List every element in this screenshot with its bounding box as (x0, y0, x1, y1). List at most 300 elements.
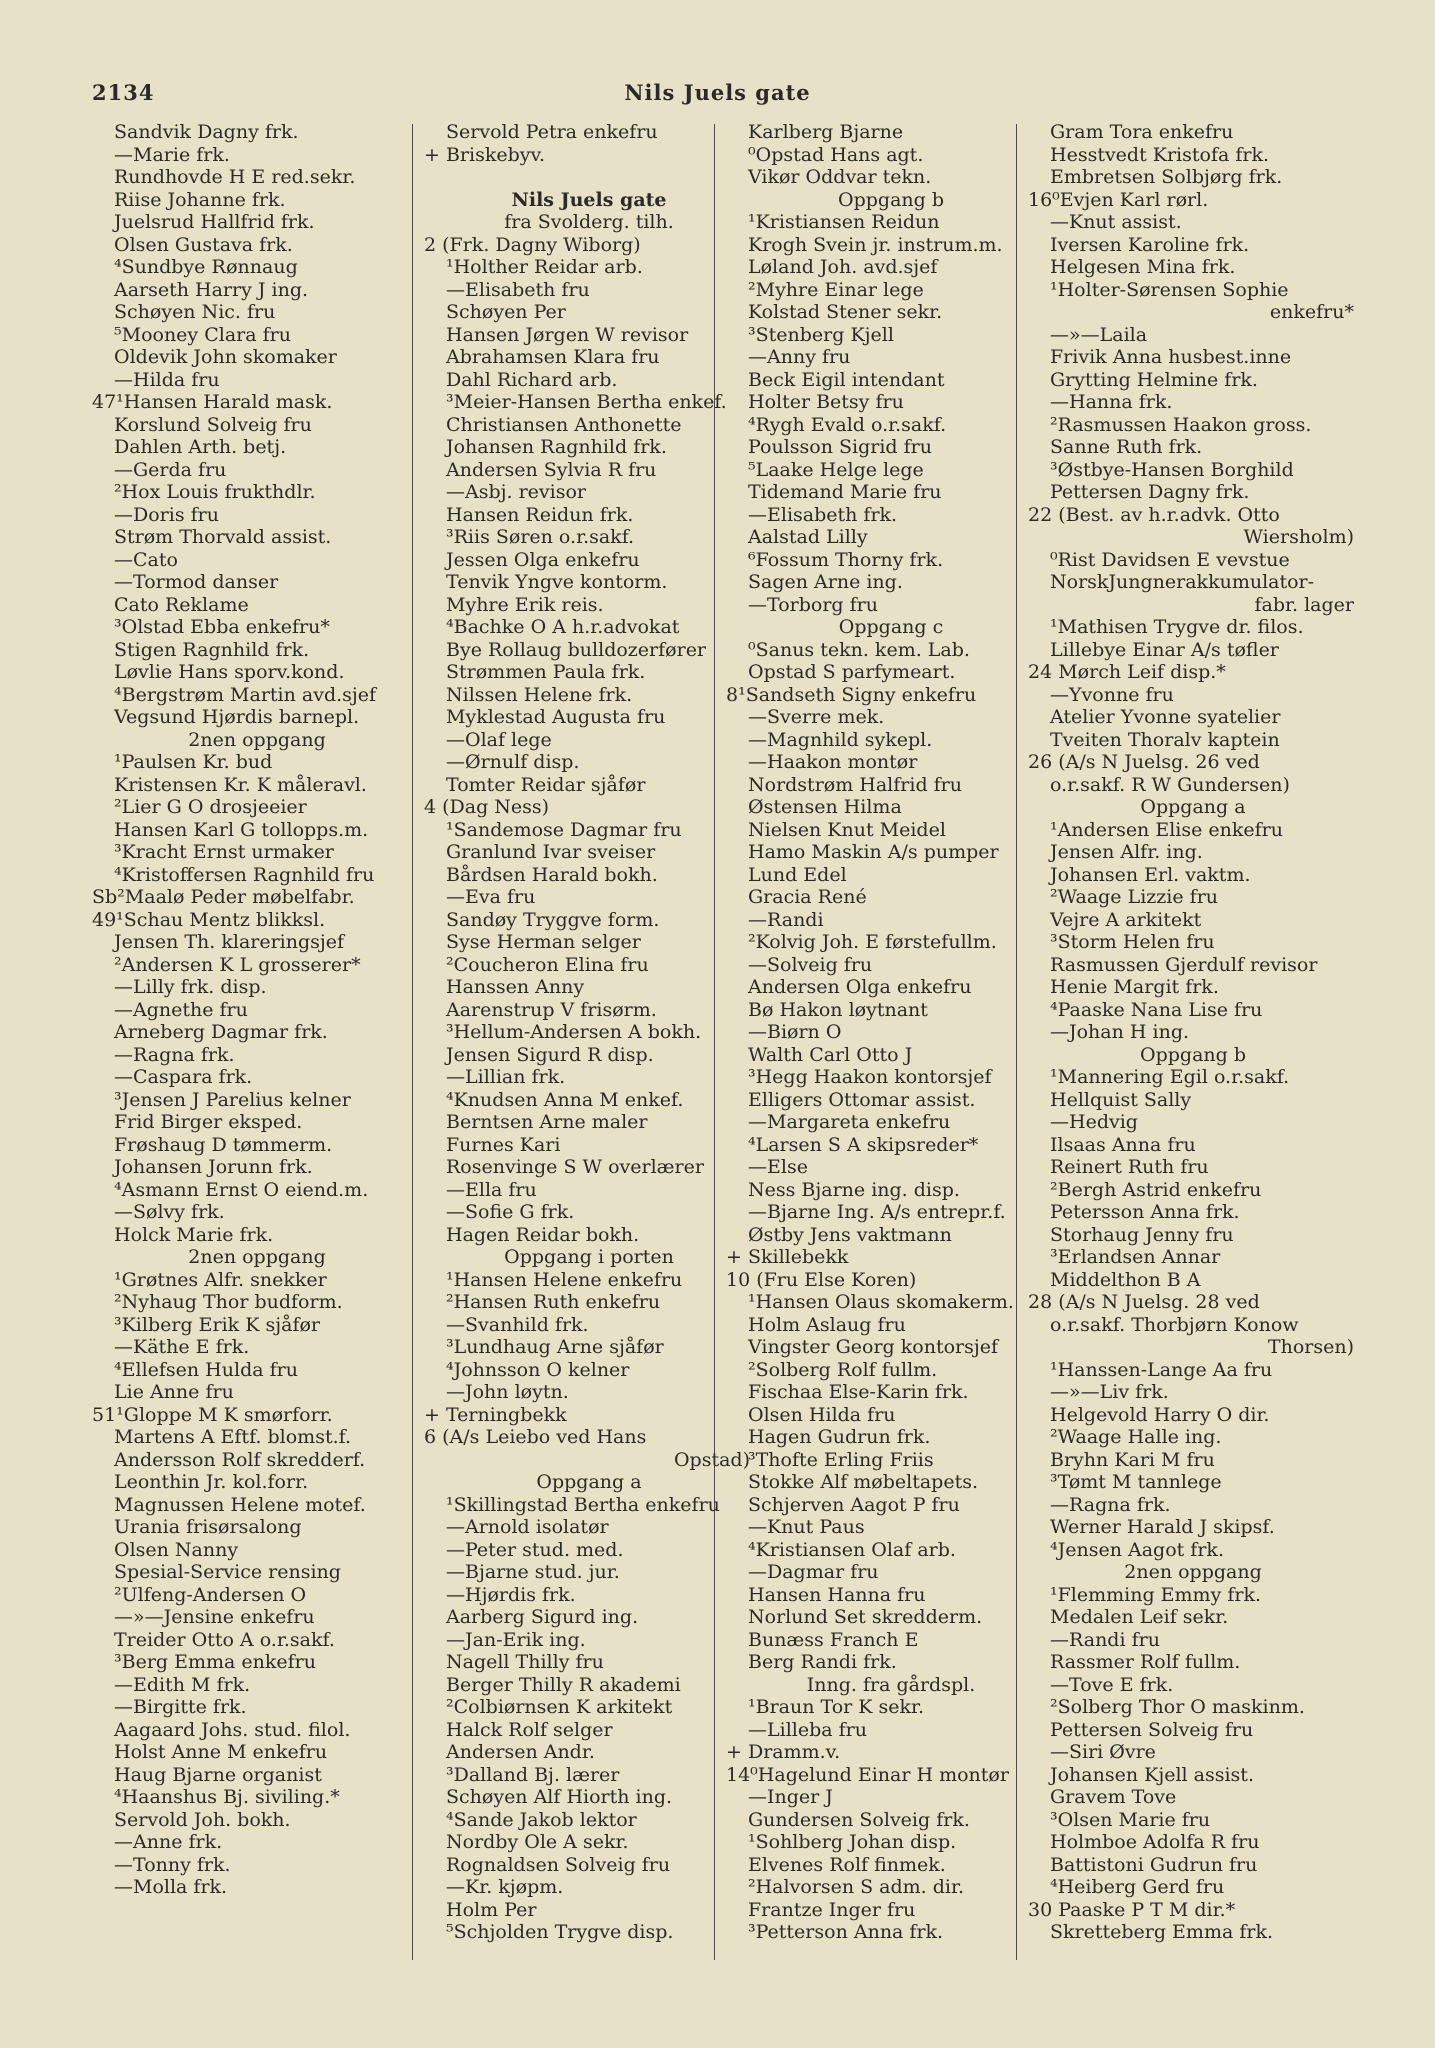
directory-entry: —Hanna frk. (1050, 391, 1173, 413)
directory-entry: ⁴Bergstrøm Martin avd.sjef (114, 683, 377, 706)
directory-entry: Krogh Svein jr. instrum.m. (748, 233, 1003, 256)
directory-entry: —Anne frk. (114, 1831, 223, 1853)
directory-entry: —»—Laila (1050, 323, 1148, 346)
directory-entry: Granlund Ivar sveiser (446, 841, 656, 863)
directory-entry: 6 (A/s Leiebo ved Hans (424, 1426, 647, 1448)
directory-entry: Andersson Rolf skredderf. (114, 1448, 366, 1471)
directory-entry: Martens A Eftf. blomst.f. (114, 1426, 352, 1448)
directory-entry: Tidemand Marie fru (748, 481, 942, 503)
directory-entry: Nagell Thilly fru (446, 1651, 604, 1673)
directory-entry: Schjerven Aagot P fru (748, 1493, 960, 1516)
directory-entry: —Lillian frk. (446, 1066, 566, 1088)
entrance-heading: 2nen oppgang (1124, 1561, 1262, 1583)
directory-entry: Schøyen Per (446, 301, 566, 323)
directory-entry: Sandvik Dagny frk. (114, 121, 299, 143)
directory-entry: Aagaard Johs. stud. filol. (114, 1718, 351, 1741)
directory-entry: Kristensen Kr. K måleravl. (114, 773, 367, 796)
directory-entry: ¹Hansen Olaus skomakerm. (748, 1291, 1014, 1313)
directory-entry: ²Rasmussen Haakon gross. (1050, 413, 1312, 436)
directory-entry: ³Berg Emma enkefru (114, 1651, 316, 1673)
directory-entry: Jensen Alfr. ing. (1050, 841, 1203, 863)
directory-entry: ³Kilberg Erik K sjåfør (114, 1313, 320, 1336)
directory-entry: —Arnold isolatør (446, 1516, 609, 1538)
directory-entry: Østby Jens vaktmann (748, 1223, 952, 1246)
directory-entry: Jessen Olga enkefru (446, 548, 640, 571)
directory-entry: Berntsen Arne maler (446, 1111, 648, 1133)
directory-entry: ³Kracht Ernst urmaker (114, 841, 334, 863)
directory-entry: ⁴Sande Jakob lektor (446, 1808, 637, 1831)
directory-entry: ²Nyhaug Thor budform. (114, 1291, 343, 1313)
directory-entry: ¹Andersen Elise enkefru (1050, 818, 1283, 841)
directory-entry: Grytting Helmine frk. (1050, 368, 1258, 391)
directory-entry: ²Waage Lizzie fru (1050, 886, 1219, 908)
directory-entry: —Agnethe fru (114, 998, 248, 1021)
directory-entry: Olsen Gustava frk. (114, 233, 293, 256)
directory-entry: Gram Tora enkefru (1050, 121, 1234, 143)
directory-entry: Hanssen Anny (446, 976, 585, 998)
cross-street-marker: + Briskebyv. (424, 143, 546, 166)
directory-entry: ¹Braun Tor K sekr. (748, 1696, 925, 1718)
directory-entry: Bryhn Kari M fru (1050, 1448, 1215, 1471)
directory-entry: ¹Mathisen Trygve dr. filos. (1050, 616, 1304, 638)
directory-entry: Stigen Ragnhild frk. (114, 638, 310, 661)
directory-entry: Rundhovde H E red.sekr. (114, 166, 356, 188)
directory-entry: Hansen Hanna fru (748, 1583, 926, 1606)
directory-entry: Andersen Olga enkefru (748, 976, 972, 998)
directory-entry: ⁵Mooney Clara fru (114, 323, 291, 346)
directory-entry: Skretteberg Emma frk. (1050, 1921, 1273, 1943)
directory-entry: Johansen Jorunn frk. (114, 1156, 313, 1178)
directory-entry: Rasmussen Gjerdulf revisor (1050, 953, 1318, 976)
directory-entry: ⁰Sanus tekn. kem. Lab. (748, 638, 970, 661)
directory-entry: ³Petterson Anna frk. (748, 1921, 944, 1943)
directory-entry: Løland Joh. avd.sjef (748, 256, 938, 278)
directory-entry: ⁴Paaske Nana Lise fru (1050, 998, 1263, 1021)
directory-entry: Myklestad Augusta fru (446, 706, 666, 728)
directory-entry: Bø Hakon løytnant (748, 998, 928, 1021)
directory-entry: Schøyen Alf Hiorth ing. (446, 1786, 673, 1808)
directory-entry: Spesial-Service rensing (114, 1561, 341, 1583)
directory-entry: ²Kolvig Joh. E førstefullm. (748, 931, 997, 953)
directory-entry: 30 Paaske P T M dir.* (1028, 1898, 1236, 1921)
directory-entry: Beck Eigil intendant (748, 368, 945, 391)
directory-entry: ⁰Opstad Hans agt. (748, 143, 924, 166)
directory-entry: Schøyen Nic. fru (114, 301, 276, 323)
directory-entry: enkefru* (1269, 301, 1354, 323)
directory-entry: Werner Harald J skipsf. (1050, 1516, 1275, 1538)
directory-entry: Elvenes Rolf finmek. (748, 1853, 946, 1876)
directory-entry: —Sølvy frk. (114, 1201, 225, 1223)
directory-entry: —Randi (748, 908, 824, 931)
directory-entry: Aalstad Lilly (748, 526, 868, 548)
directory-entry: Frivik Anna husbest.inne (1050, 346, 1292, 368)
directory-entry: ⁴Haanshus Bj. siviling.* (114, 1786, 340, 1808)
directory-entry: Henie Margit frk. (1050, 976, 1219, 998)
directory-entry: Vejre A arkitekt (1050, 908, 1202, 931)
directory-entry: Nordstrøm Halfrid fru (748, 773, 962, 796)
directory-entry: —Sverre mek. (748, 706, 885, 728)
directory-entry: Hamo Maskin A/s pumper (748, 841, 999, 863)
entrance-heading: 2nen oppgang (188, 728, 326, 751)
directory-entry: —Ragna frk. (1050, 1493, 1171, 1516)
directory-entry: —Magnhild sykepl. (748, 728, 933, 751)
directory-entry: Embretsen Solbjørg frk. (1050, 166, 1283, 188)
directory-entry: ³Olsen Marie fru (1050, 1808, 1211, 1831)
directory-entry: —Else (748, 1156, 808, 1178)
directory-entry: Johansen Erl. vaktm. (1050, 863, 1251, 886)
directory-entry: ¹Sohlberg Johan disp. (748, 1831, 957, 1853)
directory-entry: ³Østbye-Hansen Borghild (1050, 458, 1294, 481)
directory-entry: Magnussen Helene motef. (114, 1493, 366, 1516)
directory-entry: ⁴Johnsson O kelner (446, 1358, 630, 1381)
directory-entry: ²Myhre Einar lege (748, 278, 924, 301)
directory-entry: ¹Grøtnes Alfr. snekker (114, 1268, 327, 1291)
directory-entry: Haug Bjarne organist (114, 1763, 322, 1786)
section-title: Nils Juels gate (511, 188, 667, 211)
directory-entry: —Caspara frk. (114, 1066, 253, 1088)
directory-entry: Tenvik Yngve kontorm. (446, 571, 668, 593)
directory-entry: Nielsen Knut Meidel (748, 818, 946, 841)
directory-column-2 (424, 121, 754, 1961)
directory-entry: 8¹Sandseth Signy enkefru (726, 683, 977, 706)
directory-entry: ¹Skillingstad Bertha enkefru (446, 1493, 720, 1516)
entrance-heading: Oppgang i porten (504, 1246, 674, 1268)
directory-entry: Gracia René (748, 886, 867, 908)
directory-entry: Treider Otto A o.r.sakf. (114, 1628, 335, 1651)
directory-entry: ⁴Jensen Aagot frk. (1050, 1538, 1224, 1561)
directory-entry: ¹Paulsen Kr. bud (114, 751, 273, 773)
directory-entry: Juelsrud Hallfrid frk. (114, 211, 315, 233)
directory-entry: Opstad) (673, 1448, 750, 1471)
directory-entry: ³Stenberg Kjell (748, 323, 894, 346)
directory-entry: Abrahamsen Klara fru (446, 346, 660, 368)
directory-entry: Syse Herman selger (446, 931, 641, 953)
directory-entry: Frantze Inger fru (748, 1898, 916, 1921)
directory-entry: ⁴Rygh Evald o.r.sakf. (748, 413, 947, 436)
directory-entry: Vikør Oddvar tekn. (748, 166, 932, 188)
entrance-heading: 2nen oppgang (188, 1246, 326, 1268)
directory-entry: Stokke Alf møbeltapets. (748, 1471, 979, 1493)
directory-entry: ³Lundhaug Arne sjåfør (446, 1336, 664, 1358)
directory-entry: ¹Holter-Sørensen Sophie (1050, 278, 1289, 301)
directory-entry: 28 (A/s N Juelsg. 28 ved (1028, 1291, 1260, 1313)
directory-entry: Vingster Georg kontorsjef (748, 1336, 999, 1358)
directory-entry: ¹Mannering Egil o.r.sakf. (1050, 1066, 1290, 1088)
directory-entry: Nordby Ole A sekr. (446, 1831, 629, 1853)
directory-entry: Johansen Kjell assist. (1050, 1763, 1254, 1786)
directory-entry: —Lilleba fru (748, 1718, 867, 1741)
directory-entry: Hellquist Sally (1050, 1088, 1192, 1111)
directory-entry: o.r.sakf. R W Gundersen) (1050, 773, 1290, 796)
entrance-heading: Oppgang b (838, 188, 944, 211)
directory-entry: ⁴Asmann Ernst O eiend.m. (114, 1178, 369, 1201)
entrance-heading: Oppgang a (1140, 796, 1246, 818)
directory-entry: Rognaldsen Solveig fru (446, 1853, 671, 1876)
directory-entry: Jensen Sigurd R disp. (446, 1043, 654, 1066)
directory-entry: 49¹Schau Mentz blikksl. (92, 908, 326, 931)
directory-entry: ¹Hanssen-Lange Aa fru (1050, 1358, 1273, 1381)
directory-entry: Strømmen Paula frk. (446, 661, 646, 683)
directory-entry: —Inger J (748, 1786, 833, 1808)
directory-entry: 26 (A/s N Juelsg. 26 ved (1028, 751, 1260, 773)
directory-entry: —Knut assist. (1050, 211, 1182, 233)
directory-entry: ¹Flemming Emmy frk. (1050, 1583, 1262, 1606)
directory-entry: Rosenvinge S W overlærer (446, 1156, 704, 1178)
directory-entry: —Siri Øvre (1050, 1741, 1156, 1763)
directory-entry: Halck Rolf selger (446, 1718, 613, 1741)
directory-entry: Holst Anne M enkefru (114, 1741, 328, 1763)
directory-entry: ¹Hansen Helene enkefru (446, 1268, 683, 1291)
directory-entry: ³Dalland Bj. lærer (446, 1763, 620, 1786)
directory-entry: Walth Carl Otto J (748, 1043, 913, 1066)
directory-entry: Leonthin Jr. kol.forr. (114, 1471, 309, 1493)
directory-entry: 2 (Frk. Dagny Wiborg) (424, 233, 641, 256)
directory-entry: —Knut Paus (748, 1516, 865, 1538)
directory-entry: Karlberg Bjarne (748, 121, 904, 143)
directory-entry: Ness Bjarne ing. disp. (748, 1178, 960, 1201)
directory-entry: —Svanhild frk. (446, 1313, 589, 1336)
directory-entry: —Olaf lege (446, 728, 552, 751)
directory-entry: ²Andersen K L grosserer* (114, 953, 361, 976)
directory-entry: Frid Birger eksped. (114, 1111, 303, 1133)
directory-entry: Wiersholm) (1243, 526, 1354, 548)
directory-entry: Norlund Set skredderm. (748, 1606, 983, 1628)
directory-entry: NorskJungnerakkumulator- (1050, 571, 1315, 593)
directory-entry: Gundersen Solveig frk. (748, 1808, 970, 1831)
directory-entry: ³Tømt M tannlege (1050, 1471, 1222, 1493)
entrance-heading: Inng. fra gårdspl. (806, 1673, 976, 1696)
directory-entry: ⁴Larsen S A skipsreder* (748, 1133, 979, 1156)
directory-entry: fabr. lager (1254, 593, 1354, 616)
directory-entry: Holck Marie frk. (114, 1223, 274, 1246)
directory-entry: Nilssen Helene frk. (446, 683, 633, 706)
cross-street-marker: + Dramm.v. (726, 1741, 841, 1763)
directory-entry: ²Hansen Ruth enkefru (446, 1291, 661, 1313)
directory-entry: Thorsen) (1267, 1336, 1354, 1358)
directory-entry: 47¹Hansen Harald mask. (92, 391, 333, 413)
directory-entry: 22 (Best. av h.r.advk. Otto (1028, 503, 1280, 526)
directory-entry: Arneberg Dagmar frk. (114, 1021, 328, 1043)
directory-entry: Sandøy Tryggve form. (446, 908, 660, 931)
directory-entry: ²Colbiørnsen K arkitekt (446, 1696, 673, 1718)
entrance-heading: Oppgang b (1140, 1043, 1246, 1066)
directory-entry: —Margareta enkefru (748, 1111, 951, 1133)
directory-entry: Furnes Kari (446, 1133, 561, 1156)
directory-entry: —Tormod danser (114, 571, 279, 593)
directory-entry: Servold Petra enkefru (446, 121, 658, 143)
directory-entry: —Johan H ing. (1050, 1021, 1190, 1043)
directory-entry: —Jan-Erik ing. (446, 1628, 586, 1651)
directory-entry: Aarberg Sigurd ing. (446, 1606, 639, 1628)
directory-entry: Sb²Maalø Peder møbelfabr. (92, 886, 355, 908)
directory-entry: —John løytn. (446, 1381, 569, 1403)
directory-entry: —Solveig fru (748, 953, 873, 976)
directory-entry: Bye Rollaug bulldozerfører (446, 638, 707, 661)
directory-entry: ²Lier G O drosjeeier (114, 796, 307, 818)
directory-entry: Bunæss Franch E (748, 1628, 919, 1651)
directory-entry: ²Waage Halle ing. (1050, 1426, 1222, 1448)
directory-entry: ³Storm Helen fru (1050, 931, 1215, 953)
directory-entry: ²Hox Louis frukthdlr. (114, 481, 316, 503)
directory-entry: ¹Holther Reidar arb. (446, 256, 643, 278)
entrance-heading: Oppgang c (838, 616, 944, 638)
entrance-heading: Oppgang a (536, 1471, 642, 1493)
directory-entry: Hesstvedt Kristofa frk. (1050, 143, 1270, 166)
directory-entry: ⁴Heiberg Gerd fru (1050, 1876, 1225, 1898)
directory-entry: Helgesen Mina frk. (1050, 256, 1236, 278)
directory-entry: Pettersen Solveig fru (1050, 1718, 1254, 1741)
running-header: Nils Juels gate (624, 80, 811, 105)
directory-entry: —Biørn O (748, 1021, 842, 1043)
directory-entry: ²Halvorsen S adm. dir. (748, 1876, 965, 1898)
directory-entry: —Peter stud. med. (446, 1538, 624, 1561)
cross-street-marker: + Skillebekk (726, 1246, 849, 1268)
directory-entry: —Yvonne fru (1050, 683, 1174, 706)
directory-entry: —Sofie G frk. (446, 1201, 575, 1223)
directory-entry: ⁵Schjolden Trygve disp. (446, 1921, 674, 1943)
directory-entry: Bårdsen Harald bokh. (446, 863, 658, 886)
entrance-heading: fra Svolderg. tilh. (504, 211, 674, 233)
directory-entry: Kolstad Stener sekr. (748, 301, 943, 323)
directory-entry: ³Olstad Ebba enkefru* (114, 616, 330, 638)
directory-entry: Cato Reklame (114, 593, 249, 616)
directory-entry: ²Solberg Thor O maskinm. (1050, 1696, 1305, 1718)
directory-entry: Vegsund Hjørdis barnepl. (114, 706, 360, 728)
directory-entry: —Tove E frk. (1050, 1673, 1174, 1696)
directory-entry: ³Meier-Hansen Bertha enkef. (446, 391, 727, 413)
directory-entry: ²Ulfeng-Andersen O (114, 1583, 307, 1606)
directory-entry: —Anny fru (748, 346, 851, 368)
directory-entry: ³Thofte Erling Friis (748, 1448, 934, 1471)
directory-entry: ²Coucheron Elina fru (446, 953, 649, 976)
directory-entry: ⁴Knudsen Anna M enkef. (446, 1088, 684, 1111)
directory-entry: Rassmer Rolf fullm. (1050, 1651, 1241, 1673)
directory-entry: ⁴Ellefsen Hulda fru (114, 1358, 298, 1381)
directory-entry: Lund Edel (748, 863, 847, 886)
directory-entry: —Hjørdis frk. (446, 1583, 576, 1606)
directory-column-1 (92, 121, 422, 1961)
directory-entry: —Bjarne Ing. A/s entrepr.f. (748, 1201, 1006, 1223)
directory-entry: —Hilda fru (114, 368, 220, 391)
directory-entry: Olsen Nanny (114, 1538, 239, 1561)
directory-entry: —Haakon montør (748, 751, 918, 773)
directory-entry: Reinert Ruth fru (1050, 1156, 1209, 1178)
directory-entry: 10 (Fru Else Koren) (726, 1268, 917, 1291)
directory-entry: —Marie frk. (114, 143, 230, 166)
directory-entry: —Hedvig (1050, 1111, 1138, 1133)
directory-entry: Østensen Hilma (748, 796, 902, 818)
directory-entry: ²Solberg Rolf fullm. (748, 1358, 938, 1381)
directory-entry: Pettersen Dagny frk. (1050, 481, 1250, 503)
directory-entry: Sanne Ruth frk. (1050, 436, 1203, 458)
directory-entry: —Molla frk. (114, 1876, 228, 1898)
directory-entry: —Edith M frk. (114, 1673, 251, 1696)
directory-entry: 51¹Gloppe M K smørforr. (92, 1403, 333, 1426)
directory-entry: Medalen Leif sekr. (1050, 1606, 1229, 1628)
directory-entry: Urania frisørsalong (114, 1516, 302, 1538)
directory-entry: Jensen Th. klareringsjef (114, 931, 345, 953)
directory-entry: Berg Randi frk. (748, 1651, 897, 1673)
directory-entry: Middelthon B A (1050, 1268, 1201, 1291)
directory-entry: Hansen Reidun frk. (446, 503, 634, 526)
directory-entry: Storhaug Jenny fru (1050, 1223, 1234, 1246)
directory-entry: —Tonny frk. (114, 1853, 231, 1876)
directory-entry: 24 Mørch Leif disp.* (1028, 661, 1226, 683)
directory-entry: Andersen Sylvia R fru (446, 458, 657, 481)
directory-entry: —Bjarne stud. jur. (446, 1561, 620, 1583)
directory-entry: Atelier Yvonne syatelier (1050, 706, 1281, 728)
directory-entry: —Ørnulf disp. (446, 751, 580, 773)
directory-entry: —Dagmar fru (748, 1561, 879, 1583)
directory-entry: Gravem Tove (1050, 1786, 1177, 1808)
directory-entry: ⁴Kristoffersen Ragnhild fru (114, 863, 375, 886)
directory-entry: —Asbj. revisor (446, 481, 587, 503)
directory-entry: ⁰Rist Davidsen E vevstue (1050, 548, 1290, 571)
directory-entry: Tomter Reidar sjåfør (446, 773, 646, 796)
directory-entry: —Torborg fru (748, 593, 878, 616)
directory-entry: Elligers Ottomar assist. (748, 1088, 976, 1111)
directory-entry: Sagen Arne ing. (748, 571, 903, 593)
directory-entry: —»—Jensine enkefru (114, 1606, 315, 1628)
directory-entry: ¹Sandemose Dagmar fru (446, 818, 682, 841)
directory-entry: Battistoni Gudrun fru (1050, 1853, 1258, 1876)
directory-entry: Hagen Gudrun frk. (748, 1426, 931, 1448)
directory-entry: Myhre Erik reis. (446, 593, 604, 616)
directory-entry: Hansen Karl G tollopps.m. (114, 818, 369, 841)
page-number: 2134 (92, 80, 155, 105)
directory-entry: —Gerda fru (114, 458, 227, 481)
directory-entry: —»—Liv frk. (1050, 1381, 1169, 1403)
directory-entry: —Randi fru (1050, 1628, 1160, 1651)
directory-column-4 (1028, 121, 1358, 1961)
directory-entry: Dahlen Arth. betj. (114, 436, 287, 458)
directory-entry: o.r.sakf. Thorbjørn Konow (1050, 1313, 1299, 1336)
directory-entry: ³Hegg Haakon kontorsjef (748, 1066, 992, 1088)
directory-entry: ³Hellum-Andersen A bokh. (446, 1021, 702, 1043)
directory-entry: Holter Betsy fru (748, 391, 904, 413)
directory-entry: Johansen Ragnhild frk. (446, 436, 667, 458)
directory-entry: ⁶Fossum Thorny frk. (748, 548, 944, 571)
directory-entry: Tveiten Thoralv kaptein (1050, 728, 1280, 751)
directory-entry: Petersson Anna frk. (1050, 1201, 1240, 1223)
directory-entry: ³Jensen J Parelius kelner (114, 1088, 351, 1111)
directory-entry: Holm Per (446, 1898, 537, 1921)
directory-entry: Korslund Solveig fru (114, 413, 312, 436)
directory-entry: —Birgitte frk. (114, 1696, 247, 1718)
directory-entry: Dahl Richard arb. (446, 368, 618, 391)
directory-entry: Holm Aslaug fru (748, 1313, 906, 1336)
directory-entry: —Kr. kjøpm. (446, 1876, 564, 1898)
directory-entry: —Elisabeth fru (446, 278, 590, 301)
directory-entry: Strøm Thorvald assist. (114, 526, 332, 548)
directory-entry: 14⁰Hagelund Einar H montør (726, 1763, 1009, 1786)
directory-entry: —Eva fru (446, 886, 536, 908)
directory-entry: —Lilly frk. disp. (114, 976, 267, 998)
directory-entry: Opstad S parfymeart. (748, 661, 956, 683)
directory-entry: ¹Kristiansen Reidun (748, 211, 940, 233)
directory-entry: Oldevik John skomaker (114, 346, 337, 368)
directory-entry: Lillebye Einar A/s tøfler (1050, 638, 1279, 661)
directory-entry: 4 (Dag Ness) (424, 796, 550, 818)
directory-entry: Poulsson Sigrid fru (748, 436, 932, 458)
directory-entry: Hagen Reidar bokh. (446, 1223, 640, 1246)
directory-entry: Frøshaug D tømmerm. (114, 1133, 333, 1156)
directory-entry: Riise Johanne frk. (114, 188, 286, 211)
directory-entry: Christiansen Anthonette (446, 413, 682, 436)
cross-street-marker: + Terningbekk (424, 1403, 567, 1426)
directory-column-3 (726, 121, 1056, 1961)
directory-entry: Helgevold Harry O dir. (1050, 1403, 1270, 1426)
